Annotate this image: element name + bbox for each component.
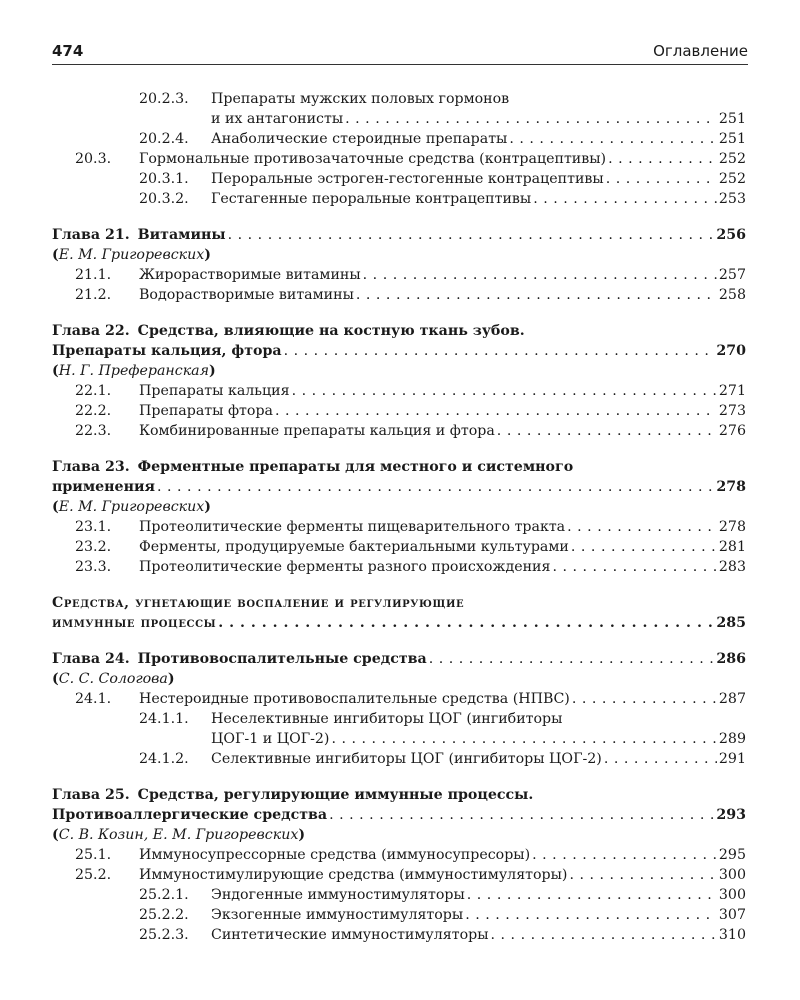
page-ref: 281 bbox=[718, 539, 746, 555]
page-ref: 293 bbox=[716, 807, 746, 823]
toc-entry[interactable]: 25.2.1. Эндогенные иммуностимуляторы . . . 300 bbox=[52, 885, 746, 905]
leader-dots bbox=[604, 749, 717, 769]
chapter-25-heading[interactable]: Глава 25. Средства, регулирующие иммунные процессы. bbox=[52, 787, 534, 803]
chapter-25-heading-cont[interactable]: Противоаллергические средства . . . 293 bbox=[52, 805, 746, 825]
toc-entry[interactable]: 21.2. Водорастворимые витамины . . . 258 bbox=[52, 285, 746, 305]
page-ref: 291 bbox=[718, 751, 746, 767]
page-ref: 310 bbox=[718, 927, 746, 943]
page-header bbox=[52, 40, 748, 65]
page-ref: 286 bbox=[716, 651, 746, 667]
toc-entry[interactable]: 23.1. Протеолитические ферменты пищеварительного тракта . . . 278 bbox=[52, 517, 746, 537]
leader-dots bbox=[491, 925, 717, 945]
toc-entry[interactable]: 20.3.1. Пероральные эстроген-гестогенные контрацептивы . . . 252 bbox=[52, 169, 746, 189]
chapter-23-heading[interactable]: Глава 23. Ферментные препараты для местного и системного bbox=[52, 459, 574, 475]
toc-entry[interactable]: 22.2. Препараты фтора . . . 273 bbox=[52, 401, 746, 421]
page-number: 474 bbox=[52, 42, 84, 60]
page-ref: 257 bbox=[718, 267, 746, 283]
leader-dots bbox=[533, 189, 717, 209]
chapter-author: (Н. Г. Преферанская) bbox=[52, 363, 216, 379]
page-ref: 287 bbox=[718, 691, 746, 707]
leader-dots bbox=[331, 729, 716, 749]
leader-dots bbox=[329, 805, 714, 825]
leader-dots bbox=[467, 885, 717, 905]
chapter-24-heading[interactable]: Глава 24. Противовоспалительные средства . . . 286 bbox=[52, 649, 746, 669]
toc-entry[interactable]: 24.1.2. Селективные ингибиторы ЦОГ (ингибиторы ЦОГ-2) . . . 291 bbox=[52, 749, 746, 769]
toc-entry[interactable]: 20.2.4. Анаболические стероидные препараты . . . 251 bbox=[52, 129, 746, 149]
chapter-author: (Е. М. Григоревских) bbox=[52, 499, 211, 515]
toc-entry[interactable]: 25.2.2. Экзогенные иммуностимуляторы . . . 307 bbox=[52, 905, 746, 925]
page-ref: 258 bbox=[718, 287, 746, 303]
page-ref: 289 bbox=[718, 731, 746, 747]
chapter-author: (Е. М. Григоревских) bbox=[52, 247, 211, 263]
leader-dots bbox=[228, 225, 715, 245]
toc-entry[interactable]: 21.1. Жирорастворимые витамины . . . 257 bbox=[52, 265, 746, 285]
chapter-author: (С. В. Козин, Е. М. Григоревских) bbox=[52, 827, 306, 843]
page-ref: 252 bbox=[718, 151, 746, 167]
leader-dots bbox=[356, 285, 717, 305]
chapter-21-heading[interactable]: Глава 21. Витамины . . . 256 bbox=[52, 225, 746, 245]
toc-entry[interactable]: 23.2. Ферменты, продуцируемые бактериальными культурами . . . 281 bbox=[52, 537, 746, 557]
leader-dots bbox=[345, 109, 717, 129]
page-ref: 273 bbox=[718, 403, 746, 419]
table-of-contents bbox=[52, 89, 746, 945]
toc-entry[interactable]: 24.1.1. Неселективные ингибиторы ЦОГ (ингибиторы bbox=[139, 711, 563, 727]
leader-dots bbox=[567, 517, 717, 537]
leader-dots bbox=[569, 865, 716, 885]
part-heading[interactable]: Средства, угнетающие воспаление и регулирующие bbox=[52, 595, 465, 611]
leader-dots bbox=[275, 401, 717, 421]
toc-entry[interactable]: 25.2.3. Синтетические иммуностимуляторы . . . 310 bbox=[52, 925, 746, 945]
page-ref: 283 bbox=[718, 559, 746, 575]
chapter-22-heading-cont[interactable]: Препараты кальция, фтора . . . 270 bbox=[52, 341, 746, 361]
leader-dots bbox=[363, 265, 717, 285]
page-ref: 251 bbox=[718, 111, 746, 127]
toc-entry[interactable]: 20.3.2. Гестагенные пероральные контрацептивы . . . 253 bbox=[52, 189, 746, 209]
page-ref: 276 bbox=[718, 423, 746, 439]
page-ref: 271 bbox=[718, 383, 746, 399]
toc-entry[interactable]: 20.3. Гормональные противозачаточные средства (контрацептивы) . . . 252 bbox=[52, 149, 746, 169]
chapter-23-heading-cont[interactable]: применения . . . 278 bbox=[52, 477, 746, 497]
page-ref: 307 bbox=[718, 907, 746, 923]
leader-dots bbox=[497, 421, 717, 441]
toc-entry[interactable]: 23.3. Протеолитические ферменты разного происхождения . . . 283 bbox=[52, 557, 746, 577]
page-ref: 253 bbox=[718, 191, 746, 207]
leader-dots bbox=[532, 845, 717, 865]
toc-entry[interactable]: 22.1. Препараты кальция . . . 271 bbox=[52, 381, 746, 401]
chapter-22-heading[interactable]: Глава 22. Средства, влияющие на костную ткань зубов. bbox=[52, 323, 525, 339]
page-ref: 270 bbox=[716, 343, 746, 359]
page-ref: 278 bbox=[718, 519, 746, 535]
page-ref: 278 bbox=[716, 479, 746, 495]
toc-entry-continuation[interactable]: и их антагонисты . . . 251 bbox=[52, 109, 746, 129]
leader-dots bbox=[608, 149, 717, 169]
page-ref: 252 bbox=[718, 171, 746, 187]
leader-dots bbox=[552, 557, 716, 577]
page-ref: 300 bbox=[718, 887, 746, 903]
toc-entry[interactable]: 25.1. Иммуносупрессорные средства (иммуносупресоры) . . . 295 bbox=[52, 845, 746, 865]
page-ref: 300 bbox=[718, 867, 746, 883]
toc-entry[interactable]: 20.2.3. Препараты мужских половых гормонов bbox=[139, 91, 510, 107]
chapter-author: (С. С. Сологова) bbox=[52, 671, 175, 687]
leader-dots bbox=[465, 905, 717, 925]
leader-dots bbox=[429, 649, 715, 669]
part-heading-cont[interactable]: иммунные процессы . . . 285 bbox=[52, 613, 746, 633]
leader-dots bbox=[218, 613, 714, 633]
leader-dots bbox=[292, 381, 717, 401]
toc-entry[interactable]: 25.2. Иммуностимулирующие средства (иммуностимуляторы) . . . 300 bbox=[52, 865, 746, 885]
leader-dots bbox=[606, 169, 717, 189]
page-ref: 295 bbox=[718, 847, 746, 863]
leader-dots bbox=[572, 689, 717, 709]
toc-entry[interactable]: 22.3. Комбинированные препараты кальция и фтора . . . 276 bbox=[52, 421, 746, 441]
toc-entry-continuation[interactable]: ЦОГ-1 и ЦОГ-2) . . . 289 bbox=[52, 729, 746, 749]
leader-dots bbox=[571, 537, 717, 557]
leader-dots bbox=[284, 341, 715, 361]
page-ref: 256 bbox=[716, 227, 746, 243]
page-ref: 285 bbox=[716, 615, 746, 631]
toc-entry[interactable]: 24.1. Нестероидные противовоспалительные средства (НПВС) . . . 287 bbox=[52, 689, 746, 709]
leader-dots bbox=[157, 477, 714, 497]
page-ref: 251 bbox=[718, 131, 746, 147]
leader-dots bbox=[509, 129, 717, 149]
running-title: Оглавление bbox=[653, 42, 748, 60]
